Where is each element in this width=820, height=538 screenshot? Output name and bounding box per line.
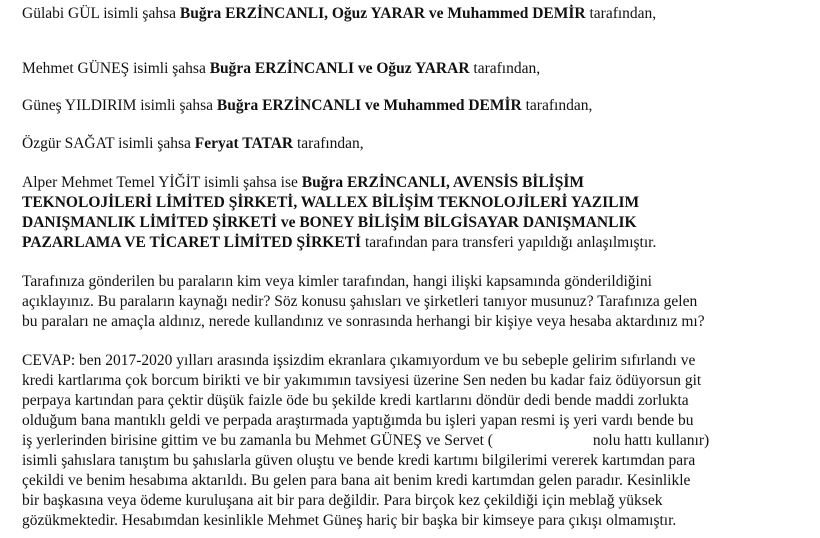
transfer-line-1: Gülabi GÜL isimli şahsa Buğra ERZİNCANLI, Oğuz YARAR ve Muhammed DEMİR tarafından, (22, 5, 657, 22)
alper-paragraph-row-4: PAZARLAMA VE TİCARET LİMİTED ŞİRKETİ tarafından para transferi yapıldığı anlaşılmıştır. (22, 234, 657, 251)
recipient-name: Mehmet GÜNEŞ (22, 60, 130, 77)
answer-row-1: CEVAP: ben 2017-2020 yılları arasında işsizdim ekranlara çıkamıyordum ve bu sebeple gelirim sıfırlandı ve (22, 352, 696, 369)
transfer-line-4: Özgür SAĞAT isimli şahsa Feryat TATAR tarafından, (22, 135, 364, 152)
answer-row-4: olduğum bana mantıklı geldi ve perpada araştırmada yaptığımda bu işleri yapan resmi iş yeri vardı bende bu (22, 412, 694, 429)
question-row-1: Tarafınıza gönderilen bu paraların kim veya kimler tarafından, hangi ilişki kapsamında gönderildiğini (22, 273, 652, 290)
answer-row-8: bir başkasına veya ödeme kuruluşana ait bir para değildir. Para birçok kez çekildiği için meblağ yüksek (22, 492, 663, 509)
sender-names: Feryat TATAR (194, 135, 294, 152)
answer-row-3: perpaya kartından para çektir düşük faizle öde bu şekilde kredi kartlarını döndür dedi bende maddi zorlukta (22, 392, 689, 409)
answer-row-9: gözükmektedir. Hesabımdan kesinlikle Mehmet Güneş hariç bir başka bir kimseye para çıkışı olmamıştır. (22, 512, 677, 529)
recipient-name: Güneş YILDIRIM (22, 97, 137, 114)
question-row-3: bu paraları ne amaçla aldınız, nerede kullandınız ve sonrasında herhangi bir kişiye veya hesaba aktardınız mı? (22, 313, 705, 330)
alper-paragraph-row-1: Alper Mehmet Temel YİĞİT isimli şahsa ise Buğra ERZİNCANLI, AVENSİS BİLİŞİM (22, 174, 584, 191)
question-row-2: açıklayınız. Bu paraların kaynağı nedir? Söz konusu şahısları ve şirketleri tanıyor musunuz? Tarafınıza gelen (22, 293, 698, 310)
transfer-line-2: Mehmet GÜNEŞ isimli şahsa Buğra ERZİNCANLI ve Oğuz YARAR tarafından, (22, 60, 541, 77)
sender-names: Buğra ERZİNCANLI ve Oğuz YARAR (209, 60, 470, 77)
alper-paragraph-row-2: TEKNOLOJİLERİ LİMİTED ŞİRKETİ, WALLEX BİLİŞİM TEKNOLOJİLERİ YAZILIM (22, 194, 640, 211)
answer-row-7: çekildi ve benim hesabıma aktarıldı. Bu gelen para bana ait benim kredi kartımdan gelen paradır. Kesinlikle (22, 472, 691, 489)
answer-row-6: isimli şahıslara tanıştım bu şahıslarla güven oluştu ve bende kredi kartımı bilgilerimi vererek kartımdan para (22, 452, 696, 469)
answer-row-2: kredi kartlarıma çok borcum birikti ve bir yakımımın tavsiyesi üzerine Sen neden bu kadar faiz ödüyorsun git (22, 372, 702, 389)
recipient-name: Gülabi GÜL (22, 5, 100, 22)
recipient-name: Özgür SAĞAT (22, 135, 115, 152)
answer-row-5: iş yerlerinden birisine gittim ve bu zamanla bu Mehmet GÜNEŞ ve Servet ( nolu hattı kullanır) (22, 432, 710, 449)
sender-names: Buğra ERZİNCANLI ve Muhammed DEMİR (216, 97, 522, 114)
sender-names: Buğra ERZİNCANLI, Oğuz YARAR ve Muhammed DEMİR (179, 5, 586, 22)
transfer-line-3: Güneş YILDIRIM isimli şahsa Buğra ERZİNCANLI ve Muhammed DEMİR tarafından, (22, 97, 593, 114)
alper-paragraph-row-3: DANIŞMANLIK LİMİTED ŞİRKETİ ve BONEY BİLİŞİM BİLGİSAYAR DANIŞMANLIK (22, 214, 637, 231)
